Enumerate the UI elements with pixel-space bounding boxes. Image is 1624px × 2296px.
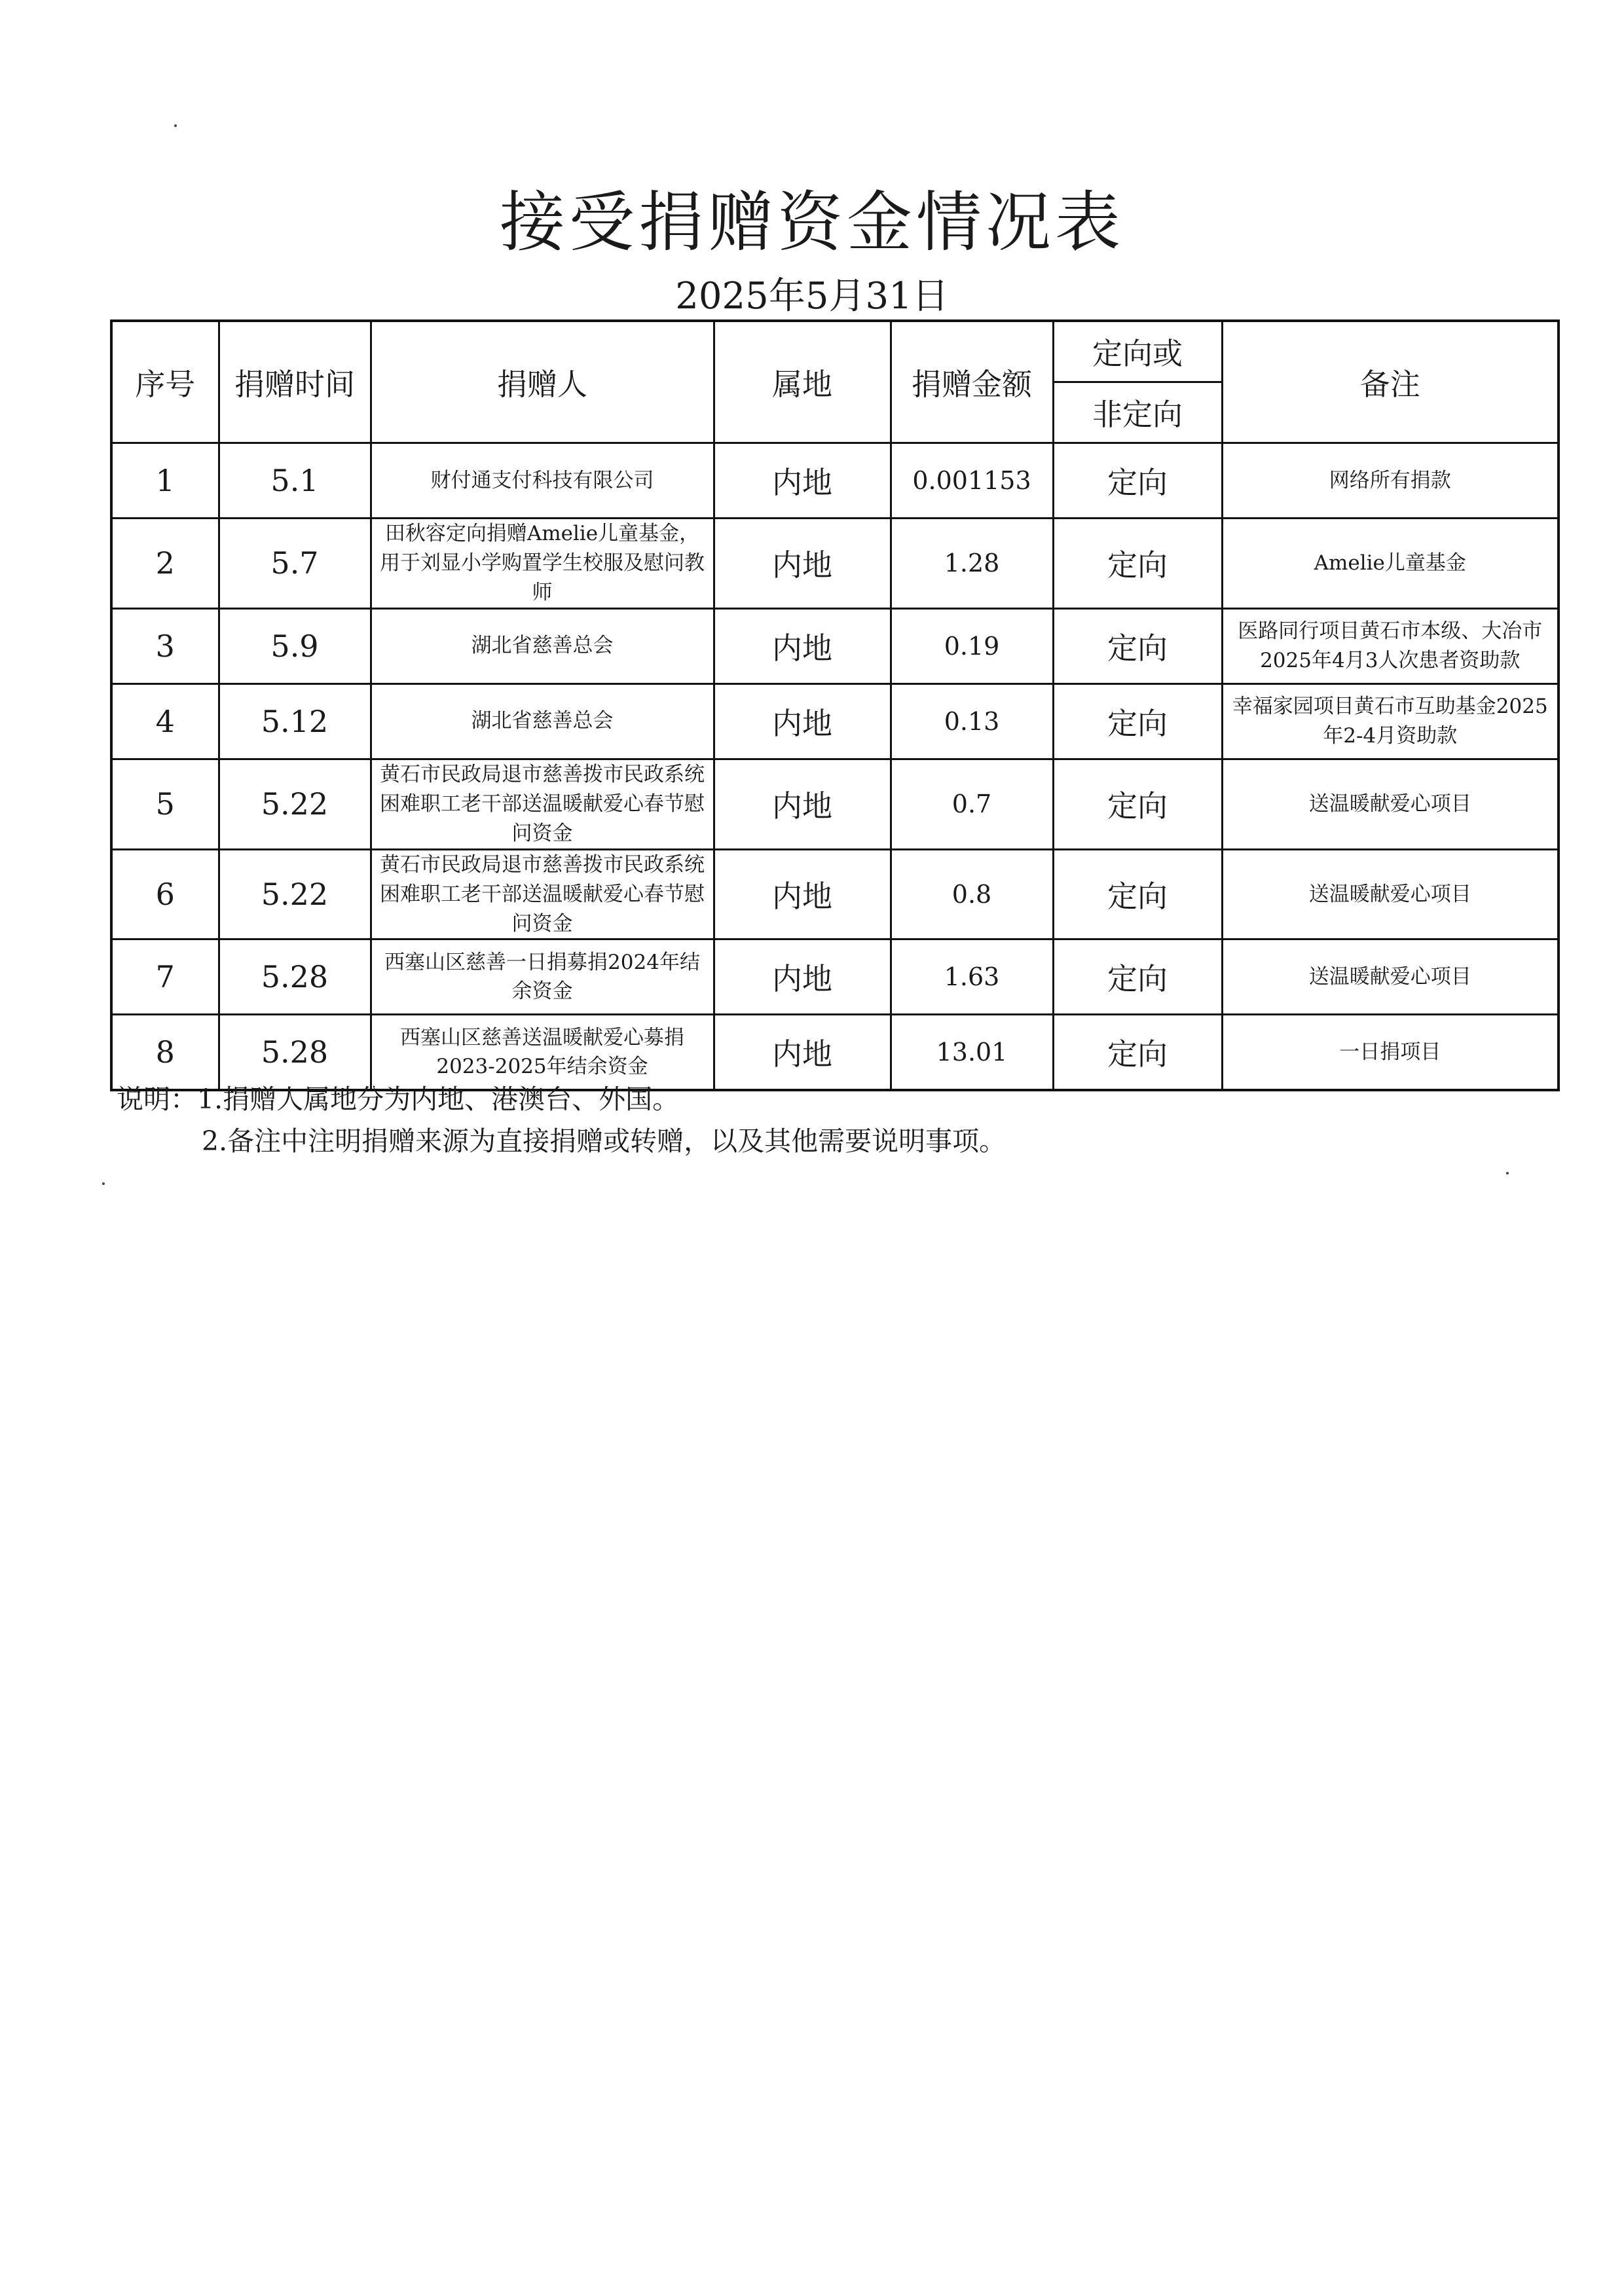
cell-no: 2 [111, 519, 219, 609]
header-donor: 捐赠人 [371, 321, 714, 443]
cell-donor: 财付通支付科技有限公司 [371, 443, 714, 519]
cell-donor: 西塞山区慈善送温暖献爱心募捐2023-2025年结余资金 [371, 1015, 714, 1091]
cell-direction: 定向 [1053, 939, 1222, 1015]
cell-region: 内地 [714, 1015, 891, 1091]
cell-direction: 定向 [1053, 849, 1222, 939]
cell-donor: 田秋容定向捐赠Amelie儿童基金，用于刘显小学购置学生校服及慰问教师 [371, 519, 714, 609]
cell-note: 送温暖献爱心项目 [1222, 939, 1559, 1015]
header-region: 属地 [714, 321, 891, 443]
cell-date: 5.7 [219, 519, 371, 609]
footnotes [117, 1079, 1006, 1162]
cell-amount: 0.13 [891, 683, 1053, 759]
header-amount: 捐赠金额 [891, 321, 1053, 443]
cell-donor: 湖北省慈善总会 [371, 683, 714, 759]
table-row [111, 519, 1559, 609]
cell-donor: 黄石市民政局退市慈善拨市民政系统困难职工老干部送温暖献爱心春节慰问资金 [371, 849, 714, 939]
page-title: 接受捐赠资金情况表 [500, 184, 1124, 261]
cell-note: 幸福家园项目黄石市互助基金2025年2-4月资助款 [1222, 683, 1559, 759]
cell-donor: 湖北省慈善总会 [371, 608, 714, 683]
footnote-2: 2.备注中注明捐赠来源为直接捐赠或转赠，以及其他需要说明事项。 [202, 1125, 1006, 1157]
cell-no: 1 [111, 443, 219, 519]
cell-region: 内地 [714, 849, 891, 939]
cell-date: 5.22 [219, 849, 371, 939]
cell-region: 内地 [714, 683, 891, 759]
table-row [111, 939, 1559, 1015]
cell-region: 内地 [714, 759, 891, 849]
cell-region: 内地 [714, 443, 891, 519]
cell-direction: 定向 [1053, 683, 1222, 759]
header-date: 捐赠时间 [219, 321, 371, 443]
cell-amount: 1.28 [891, 519, 1053, 609]
cell-no: 3 [111, 608, 219, 683]
cell-date: 5.28 [219, 1015, 371, 1091]
scan-speck [102, 1182, 105, 1185]
cell-no: 6 [111, 849, 219, 939]
footnote-1: 说明：1.捐赠人属地分为内地、港澳台、外国。 [117, 1084, 680, 1115]
cell-date: 5.9 [219, 608, 371, 683]
cell-note: 送温暖献爱心项目 [1222, 849, 1559, 939]
cell-donor: 西塞山区慈善一日捐募捐2024年结余资金 [371, 939, 714, 1015]
cell-note: 送温暖献爱心项目 [1222, 759, 1559, 849]
cell-direction: 定向 [1053, 759, 1222, 849]
cell-no: 5 [111, 759, 219, 849]
cell-note: 医路同行项目黄石市本级、大冶市2025年4月3人次患者资助款 [1222, 608, 1559, 683]
table-row [111, 683, 1559, 759]
table-row [111, 443, 1559, 519]
cell-note: Amelie儿童基金 [1222, 519, 1559, 609]
cell-region: 内地 [714, 519, 891, 609]
cell-no: 7 [111, 939, 219, 1015]
cell-amount: 0.001153 [891, 443, 1053, 519]
header-note: 备注 [1222, 321, 1559, 443]
cell-note: 一日捐项目 [1222, 1015, 1559, 1091]
cell-amount: 0.8 [891, 849, 1053, 939]
cell-donor: 黄石市民政局退市慈善拨市民政系统困难职工老干部送温暖献爱心春节慰问资金 [371, 759, 714, 849]
cell-direction: 定向 [1053, 519, 1222, 609]
cell-direction: 定向 [1053, 443, 1222, 519]
cell-date: 5.1 [219, 443, 371, 519]
cell-no: 4 [111, 683, 219, 759]
table-row [111, 759, 1559, 849]
cell-date: 5.12 [219, 683, 371, 759]
header-row [111, 321, 1559, 382]
cell-no: 8 [111, 1015, 219, 1091]
cell-region: 内地 [714, 939, 891, 1015]
cell-amount: 0.7 [891, 759, 1053, 849]
table-row [111, 849, 1559, 939]
cell-region: 内地 [714, 608, 891, 683]
cell-direction: 定向 [1053, 608, 1222, 683]
cell-amount: 13.01 [891, 1015, 1053, 1091]
table-row [111, 608, 1559, 683]
header-no: 序号 [111, 321, 219, 443]
cell-note: 网络所有捐款 [1222, 443, 1559, 519]
report-date: 2025年5月31日 [675, 275, 949, 318]
cell-amount: 1.63 [891, 939, 1053, 1015]
cell-direction: 定向 [1053, 1015, 1222, 1091]
scan-speck [174, 124, 177, 127]
header-direction-bottom: 非定向 [1053, 382, 1222, 443]
cell-amount: 0.19 [891, 608, 1053, 683]
header-direction-top: 定向或 [1053, 321, 1222, 382]
cell-date: 5.28 [219, 939, 371, 1015]
scan-speck [1506, 1172, 1509, 1175]
donation-table [110, 319, 1560, 1091]
cell-date: 5.22 [219, 759, 371, 849]
